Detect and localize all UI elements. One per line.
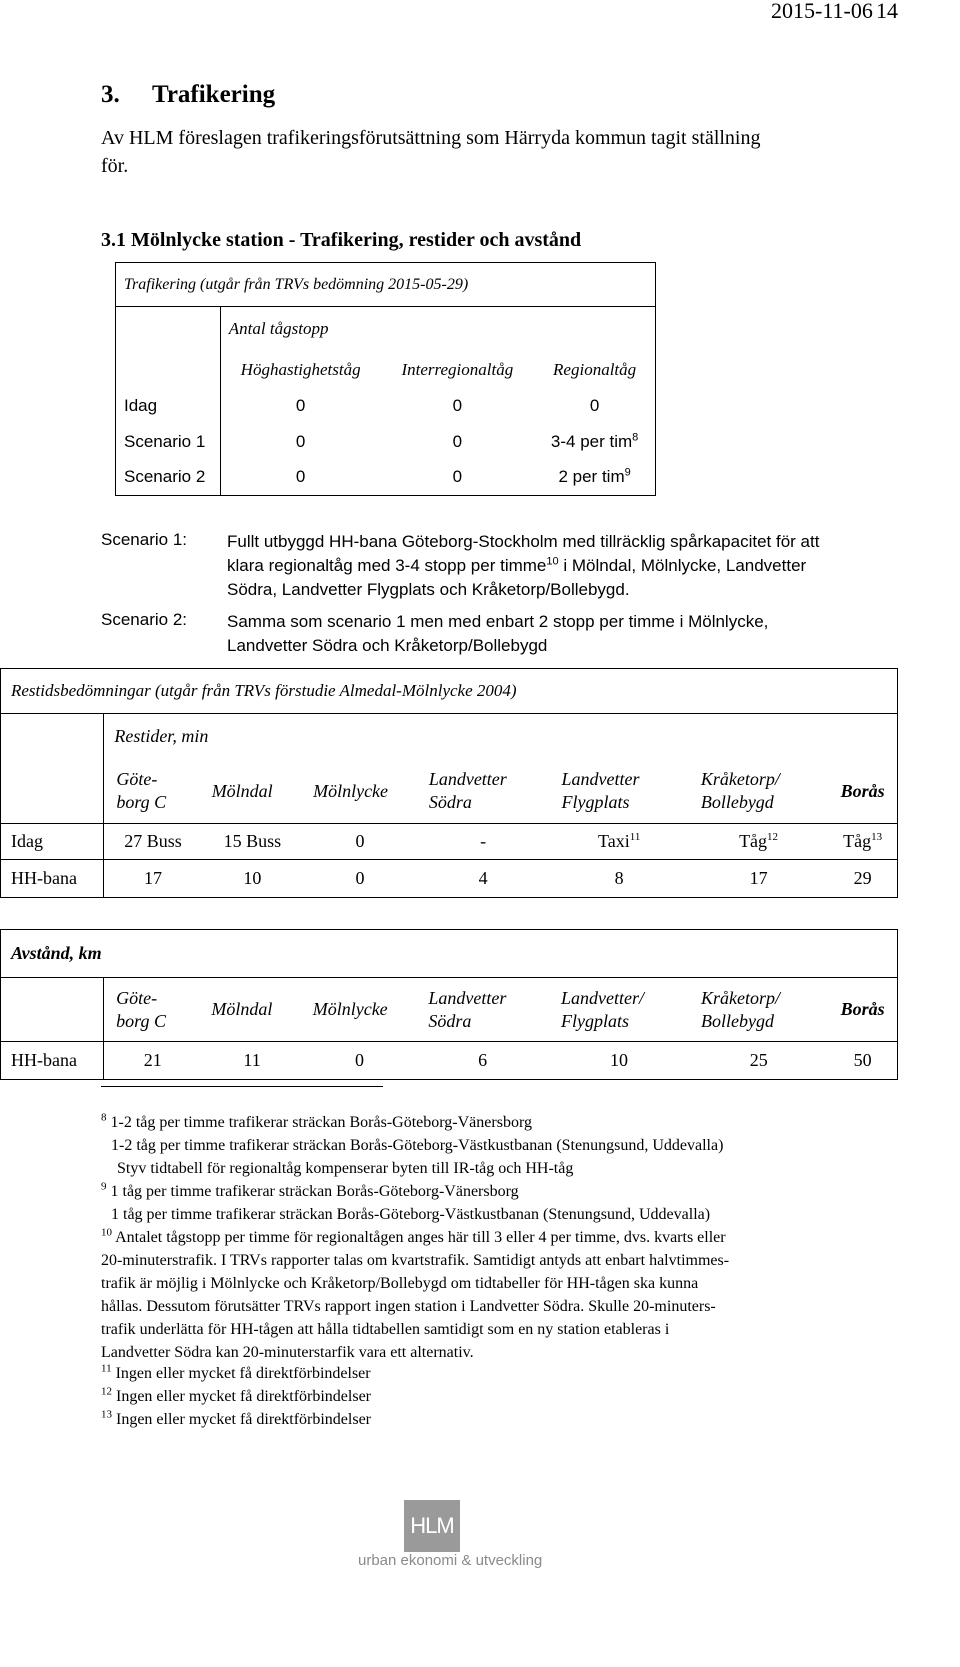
table-cell: 21 xyxy=(104,1042,202,1080)
row-label: HH-bana xyxy=(1,1042,104,1080)
table-cell: 0 xyxy=(220,460,380,496)
column-header: Göte- borg C xyxy=(104,978,202,1042)
footnote-11: $^{11}$ Ingen eller mycket få direktförbindelser xyxy=(101,1362,371,1382)
travel-table-caption: Restidsbedömningar (utgår från TRVs förstudie Almedal-Mölnlycke 2004) xyxy=(1,669,898,714)
travel-time-table xyxy=(0,668,898,898)
table-cell: 17 xyxy=(689,860,828,898)
table-cell: 2 per tim$^9$ xyxy=(534,460,655,496)
table-cell: 15 Buss xyxy=(202,824,303,860)
table-cell: 27 Buss xyxy=(104,824,202,860)
footnote-separator xyxy=(101,1086,383,1087)
scenario-2-label: Scenario 2: xyxy=(101,610,187,629)
table-cell: 0 xyxy=(220,388,380,424)
table-cell: - xyxy=(417,824,550,860)
footnote-13: $^{13}$ Ingen eller mycket få direktförbindelser xyxy=(101,1408,371,1428)
footnote-line: 1 tåg per timme trafikerar sträckan Borås-Göteborg-Västkustbanan (Stenungsund, Uddevalla) xyxy=(111,1206,711,1223)
traffic-table xyxy=(115,262,656,496)
section-number: 3. xyxy=(101,81,120,108)
traffic-group-header: Antal tågstopp xyxy=(220,307,655,352)
row-label: Idag xyxy=(116,388,221,424)
travel-group-header: Restider, min xyxy=(104,714,898,760)
footnote-line: trafik underlätta för HH-tågen att hålla tidtabellen samtidigt som en ny station etableras i xyxy=(101,1321,670,1338)
table-cell: Taxi$^{11}$ xyxy=(550,824,689,860)
footnote-line: trafik är möjlig i Mölnlycke och Kråketorp/Bollebygd om tidtabeller för HH-tågen ska kunna xyxy=(101,1275,699,1292)
table-cell: 29 xyxy=(828,860,897,898)
section-title: Trafikering xyxy=(152,81,276,108)
column-header: Mölnlycke xyxy=(303,978,417,1042)
traffic-col-header: Regionaltåg xyxy=(534,352,655,388)
table-cell: 17 xyxy=(104,860,202,898)
footnote-line: 20-minuterstrafik. I TRVs rapporter talas om kvartstrafik. Samtidigt antyds att enbart halvtimmes- xyxy=(101,1252,730,1269)
footnote-line: Styv tidtabell för regionaltåg kompenserar byten till IR-tåg och HH-tåg xyxy=(117,1160,574,1177)
table-cell: 50 xyxy=(828,1042,897,1080)
hlm-logo-tagline: urban ekonomi & utveckling xyxy=(358,1552,543,1569)
column-header: Borås xyxy=(828,978,897,1042)
table-cell: 10 xyxy=(202,860,303,898)
table-cell: Tåg$^{13}$ xyxy=(828,824,897,860)
table-row xyxy=(1,1042,898,1080)
table-cell: 0 xyxy=(303,860,417,898)
column-header: Landvetter Flygplats xyxy=(550,760,689,824)
hlm-logo-mark: HLM xyxy=(404,1500,460,1552)
intro-line: för. xyxy=(101,155,129,177)
column-header: Landvetter Södra xyxy=(417,760,550,824)
row-label: Idag xyxy=(1,824,104,860)
traffic-col-header: Höghastighetståg xyxy=(220,352,380,388)
table-cell: 0 xyxy=(452,395,463,415)
table-cell: 0 xyxy=(381,460,535,496)
table-row xyxy=(1,860,898,898)
table-cell: 3-4 per tim$^8$ xyxy=(534,424,655,460)
table-cell: 0 xyxy=(534,388,655,424)
traffic-table-caption: Trafikering (utgår från TRVs bedömning 2015-05-29) xyxy=(116,263,656,307)
column-header: Kråketorp/ Bollebygd xyxy=(689,978,828,1042)
row-label: HH-bana xyxy=(1,860,104,898)
column-header: Borås xyxy=(828,760,897,824)
table-row xyxy=(1,824,898,860)
row-label: Scenario 2 xyxy=(116,460,221,496)
intro-line: Av HLM föreslagen trafikeringsförutsättning som Härryda kommun tagit ställning xyxy=(101,127,761,149)
scenario-2-text: Samma som scenario 1 men med enbart 2 stopp per timme i Mölnlycke, Landvetter Södra och Kråketorp/Bollebygd xyxy=(227,612,769,655)
column-header: Landvetter Södra xyxy=(416,978,549,1042)
scenario-1-text: Fullt utbyggd HH-bana Göteborg-Stockholm med tillräcklig spårkapacitet för att klara regionaltåg med 3-4 stopp per timme$^{10}$ i Mölndal, Mölnlycke, Landvetter Södra, Landvetter Flygplats och Kråketorp/Bollebygd. xyxy=(227,532,820,599)
subsection-title: 3.1 Mölnlycke station - Trafikering, restider och avstånd xyxy=(101,229,582,251)
column-header: Kråketorp/ Bollebygd xyxy=(689,760,828,824)
footnote-line: hållas. Dessutom förutsätter TRVs rapport ingen station i Landvetter Södra. Skulle 20-minuters- xyxy=(101,1298,716,1315)
footnote-line: 1-2 tåg per timme trafikerar sträckan Borås-Göteborg-Västkustbanan (Stenungsund, Uddevalla) xyxy=(111,1137,724,1154)
section-intro xyxy=(101,124,761,180)
row-label: Scenario 1 xyxy=(116,424,221,460)
table-cell: 8 xyxy=(550,860,689,898)
distance-table xyxy=(0,929,898,1080)
table-cell: 0 xyxy=(303,1042,417,1080)
column-header: Mölndal xyxy=(201,978,302,1042)
table-cell: 0 xyxy=(452,431,463,451)
header-date: 2015-11-06 xyxy=(771,0,873,23)
footnote-10: $^{10}$ Antalet tågstopp per timme för regionaltågen anges här till 3 eller 4 per timme, dvs. kvarts eller xyxy=(101,1226,726,1246)
distance-table-caption: Avstånd, km xyxy=(1,930,898,978)
column-header: Mölndal xyxy=(202,760,303,824)
scenario-1-label: Scenario 1: xyxy=(101,530,187,549)
table-cell: 0 xyxy=(303,824,417,860)
footnote-8: $^8$ 1-2 tåg per timme trafikerar sträckan Borås-Göteborg-Vänersborg xyxy=(101,1111,532,1131)
footnote-12: $^{12}$ Ingen eller mycket få direktförbindelser xyxy=(101,1385,371,1405)
distance-header-row xyxy=(1,978,898,1042)
table-cell: Tåg$^{12}$ xyxy=(689,824,828,860)
table-cell: 10 xyxy=(549,1042,689,1080)
column-header: Landvetter/ Flygplats xyxy=(549,978,689,1042)
footnote-9: $^9$ 1 tåg per timme trafikerar sträckan Borås-Göteborg-Vänersborg xyxy=(101,1180,519,1200)
table-row xyxy=(116,424,656,460)
table-cell: 4 xyxy=(417,860,550,898)
column-header: Mölnlycke xyxy=(303,760,417,824)
table-cell: 0 xyxy=(220,424,380,460)
footnote-line: Landvetter Södra kan 20-minuterstarfik vara ett alternativ. xyxy=(101,1344,474,1361)
section-heading xyxy=(101,81,275,109)
table-cell: 25 xyxy=(689,1042,828,1080)
column-header: Göte- borg C xyxy=(104,760,202,824)
travel-header-row xyxy=(1,760,898,824)
table-row xyxy=(116,460,656,496)
page-number: 14 xyxy=(876,0,898,23)
table-row xyxy=(116,388,656,424)
table-cell: 6 xyxy=(416,1042,549,1080)
traffic-col-header: Interregionaltåg xyxy=(401,359,514,379)
table-cell: 11 xyxy=(201,1042,302,1080)
